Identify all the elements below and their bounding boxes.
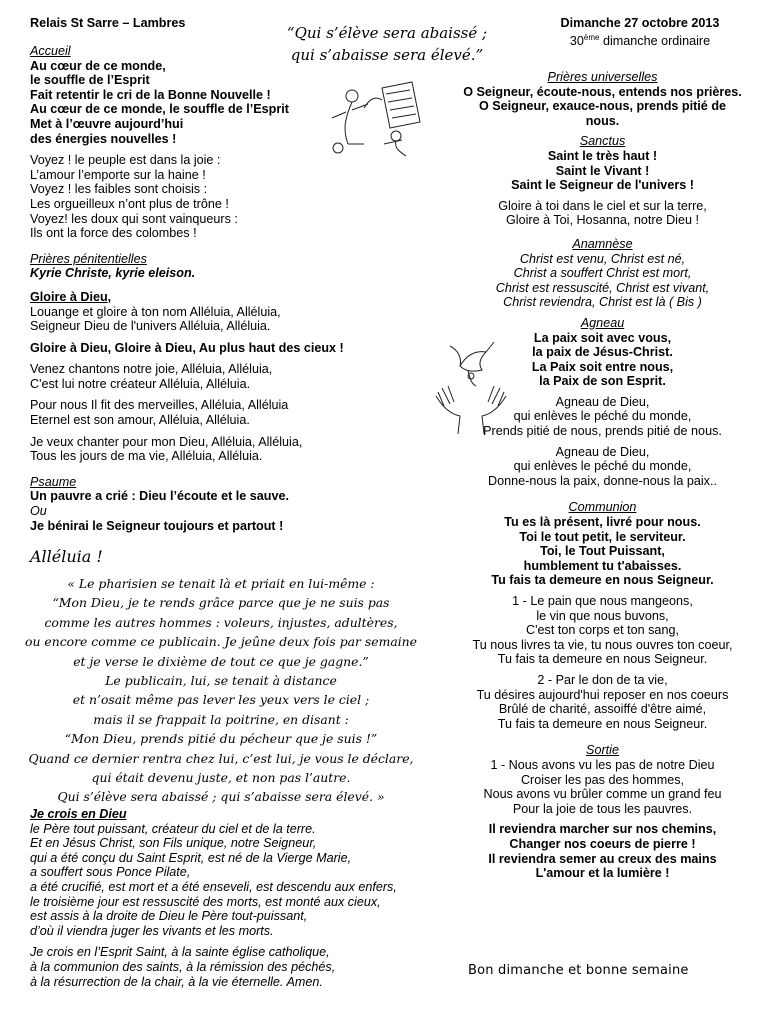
sortie-refrain-line: Il reviendra semer au creux des mains (488, 851, 717, 866)
gospel-line: Qui s’élève sera abaissé ; qui s’abaisse sera élevé. » (57, 789, 385, 805)
credo-line: à la communion des saints, à la rémission des péchés, (30, 959, 336, 974)
accueil-line: le souffle de l’Esprit (30, 73, 150, 88)
header-quote-line: “Qui s’élève sera abaissé ; (286, 24, 488, 42)
accueil-verse (30, 153, 430, 241)
anamnese-line: Christ reviendra, Christ est là ( Bis ) (503, 295, 702, 310)
anamnese-line: Christ est ressuscité, Christ est vivant, (495, 280, 710, 295)
communion-verse-line: 2 - Par le don de ta vie, (537, 672, 668, 687)
gloire-verse-line: Tous les jours de ma vie, Alléluia, Alléluia. (30, 449, 263, 464)
agneau-verse-line: Agneau de Dieu, (555, 444, 650, 459)
sanctus-verse-line: Gloire à Toi, Hosanna, notre Dieu ! (506, 213, 699, 228)
communion-line: Tu es là présent, livré pour nous. (504, 515, 701, 530)
agneau-verse-line: qui enlèves le péché du monde, (513, 459, 692, 474)
prieres-line: O Seigneur, écoute-nous, entends nos prières. (463, 84, 742, 99)
communion-line: Toi, le Tout Puissant, (540, 544, 665, 559)
gloire-title: Gloire à Dieu, (30, 289, 112, 304)
sunday-sup: ème (583, 32, 600, 42)
sortie-refrain-line: Changer nos coeurs de pierre ! (509, 836, 696, 851)
psaume-line: Je bénirai le Seigneur toujours et partout ! (30, 518, 284, 533)
accueil-title: Accueil (30, 44, 71, 58)
gospel-line: « Le pharisien se tenait là et priait en lui-même : (67, 576, 375, 591)
header-sunday (520, 31, 760, 49)
accueil-verse-line: Voyez ! le peuple est dans la joie : (30, 153, 221, 168)
gloire-verse-line: Je veux chanter pour mon Dieu, Alléluia, Alléluia, (30, 434, 303, 449)
penitence-text: Kyrie Christe, kyrie eleison. (30, 266, 196, 281)
communion-line: Toi le tout petit, le serviteur. (519, 529, 686, 544)
agneau-line: la paix de Jésus-Christ. (532, 345, 673, 360)
gospel-line: qui était devenu juste, et non pas l’autre. (91, 770, 351, 786)
sanctus-line: Saint le Vivant ! (555, 163, 650, 178)
sortie-verse-line: Pour la joie de tous les pauvres. (512, 801, 693, 816)
prieres-line: nous. (585, 113, 620, 128)
gloire-verse-line: C'est lui notre créateur Alléluia, Alléluia. (30, 376, 251, 391)
accueil-line: Fait retentir le cri de la Bonne Nouvelle ! (30, 87, 271, 102)
gloire-verse-line: Venez chantons notre joie, Alléluia, Alléluia, (30, 362, 273, 377)
credo-line: Et en Jésus Christ, son Fils unique, notre Seigneur, (30, 836, 317, 851)
anamnese-line: Christ a souffert Christ est mort, (513, 266, 692, 281)
credo-line: a été crucifié, est mort et a été enseveli, est descendu aux enfers, (30, 879, 397, 894)
gospel-line: comme les autres hommes : voleurs, injustes, adultères, (44, 614, 398, 630)
credo-line: d’où il viendra juger les vivants et les morts. (30, 923, 274, 938)
credo-line: à la résurrection de la chair, à la vie éternelle. Amen. (30, 974, 323, 989)
sortie-verse-line: Croiser les pas des hommes, (520, 772, 685, 787)
agneau-verse-line: Prends pitié de nous, prends pitié de nous. (483, 424, 722, 439)
prieres-line: O Seigneur, exauce-nous, prends pitié de (478, 99, 727, 114)
sortie-verse-line: 1 - Nous avons vu les pas de notre Dieu (490, 757, 715, 772)
accueil-verse-line: L’amour l’emporte sur la haine ! (30, 167, 206, 182)
psaume-title: Psaume (30, 474, 77, 489)
left-column (30, 44, 430, 533)
communion-verse-line: Tu fais ta demeure en nous Seigneur. (497, 652, 708, 667)
credo-line: le troisième jour est ressuscité des morts, est monté aux cieux, (30, 894, 381, 909)
anamnese-title: Anamnèse (572, 236, 633, 251)
credo-line: est assis à la droite de Dieu le Père tout-puissant, (30, 909, 308, 924)
gospel-line: et je verse le dixième de tout ce que je gagne.” (73, 653, 369, 669)
sortie-refrain-line: Il reviendra marcher sur nos chemins, (488, 822, 717, 837)
gospel-line: ou encore comme ce publicain. Je jeûne deux fois par semaine (25, 634, 417, 650)
gloire-refrain: Gloire à Dieu, Gloire à Dieu, Au plus haut des cieux ! (30, 340, 344, 355)
gospel-line: Le publicain, lui, se tenait à distance (105, 673, 337, 689)
right-column (440, 70, 765, 881)
accueil-line: Au cœur de ce monde, le souffle de l’Esprit (30, 102, 289, 117)
gloire-intro-line: Seigneur Dieu de l'univers Alléluia, Alléluia. (30, 319, 271, 334)
communion-title: Communion (568, 500, 637, 515)
sunday-text: dimanche ordinaire (599, 33, 711, 48)
sortie-verse-line: Nous avons vu brûler comme un grand feu (483, 787, 722, 802)
accueil-verse-line: Les orgueilleux n’ont plus de trône ! (30, 196, 229, 211)
psaume-line: Un pauvre a crié : Dieu l’écoute et le sauve. (30, 489, 289, 504)
sortie-refrain-line: L'amour et la lumière ! (535, 866, 670, 881)
credo-title: Je crois en Dieu (30, 807, 127, 821)
prieres-title: Prières universelles (547, 70, 658, 84)
agneau-verse-line: Agneau de Dieu, (555, 394, 650, 409)
credo-line: Je crois en l’Esprit Saint, à la sainte église catholique, (30, 945, 330, 960)
header-date: Dimanche 27 octobre 2013 (560, 16, 720, 30)
accueil-verse-line: Voyez ! les faibles sont choisis : (30, 182, 208, 197)
penitence-title: Prières pénitentielles (30, 251, 147, 266)
gospel-line: “Mon Dieu, prends pitié du pécheur que je suis !” (64, 731, 378, 747)
communion-verse-line: le vin que nous buvons, (536, 608, 669, 623)
gospel-text (12, 574, 430, 807)
accueil-line: Met à l’œuvre aujourd’hui (30, 116, 184, 131)
credo-line: a souffert sous Ponce Pilate, (30, 865, 191, 880)
agneau-verse-line: qui enlèves le péché du monde, (513, 409, 692, 424)
agneau-line: la Paix de son Esprit. (539, 374, 666, 389)
sunday-number: 30 (569, 33, 584, 48)
accueil-line: des énergies nouvelles ! (30, 131, 177, 146)
sanctus-title: Sanctus (579, 134, 626, 149)
sortie-title: Sortie (586, 743, 619, 758)
gospel-line: et n’osait même pas lever les yeux vers le ciel ; (72, 692, 370, 708)
agneau-line: La paix soit avec vous, (533, 330, 672, 345)
header-date-block (520, 16, 760, 48)
agneau-verse-line: Donne-nous la paix, donne-nous la paix.. (488, 473, 717, 488)
closing-greeting: Bon dimanche et bonne semaine (468, 963, 689, 978)
gospel-line: Quand ce dernier rentra chez lui, c’est lui, je vous le déclare, (28, 750, 414, 766)
agneau-title: Agneau (580, 315, 625, 330)
gloire-verse-line: Eternel est son amour, Alléluia, Alléluia. (30, 413, 250, 428)
credo-section (30, 807, 440, 989)
gospel-line: mais il se frappait la poitrine, en disant : (93, 711, 349, 727)
credo-line: qui a été conçu du Saint Esprit, est né de la Vierge Marie, (30, 850, 352, 865)
communion-line: humblement tu t'abaisses. (523, 558, 682, 573)
communion-verse-line: C'est ton corps et ton sang, (526, 623, 679, 638)
sanctus-line: Saint le Seigneur de l'univers ! (511, 178, 694, 193)
accueil-verse-line: Ils ont la force des colombes ! (30, 226, 197, 241)
communion-verse-line: 1 - Le pain que nous mangeons, (512, 594, 693, 608)
credo-line: le Père tout puissant, créateur du ciel et de la terre. (30, 821, 316, 836)
communion-line: Tu fais ta demeure en nous Seigneur. (491, 573, 714, 588)
accueil-line: Au cœur de ce monde, (30, 58, 166, 73)
psaume-ou: Ou (30, 504, 47, 519)
sanctus-verse-line: Gloire à toi dans le ciel et sur la terre, (498, 198, 707, 213)
gospel-title: Alléluia ! (30, 547, 103, 566)
gospel-line: “Mon Dieu, je te rends grâce parce que je ne suis pas (52, 595, 390, 611)
gloire-intro-line: Louange et gloire à ton nom Alléluia, Alléluia, (30, 304, 281, 319)
anamnese-line: Christ est venu, Christ est né, (519, 251, 686, 266)
accueil-refrain (30, 59, 430, 147)
sanctus-line: Saint le très haut ! (547, 148, 658, 163)
communion-verse-line: Tu nous livres ta vie, tu nous ouvres ton coeur, (472, 637, 733, 652)
communion-verse-line: Brûlé de charité, assoiffé d'être aimé, (498, 702, 707, 717)
accueil-verse-line: Voyez! les doux qui sont vainqueurs : (30, 211, 238, 226)
agneau-line: La Paix soit entre nous, (531, 359, 674, 374)
communion-verse-line: Tu fais ta demeure en nous Seigneur. (497, 716, 708, 731)
header-quote-line: qui s’abaisse sera élevé.” (290, 46, 484, 64)
gloire-verse-line: Pour nous Il fit des merveilles, Alléluia, Alléluia (30, 398, 289, 413)
header-place: Relais St Sarre – Lambres (30, 16, 186, 30)
communion-verse-line: Tu désires aujourd'hui reposer en nos coeurs (476, 687, 729, 702)
